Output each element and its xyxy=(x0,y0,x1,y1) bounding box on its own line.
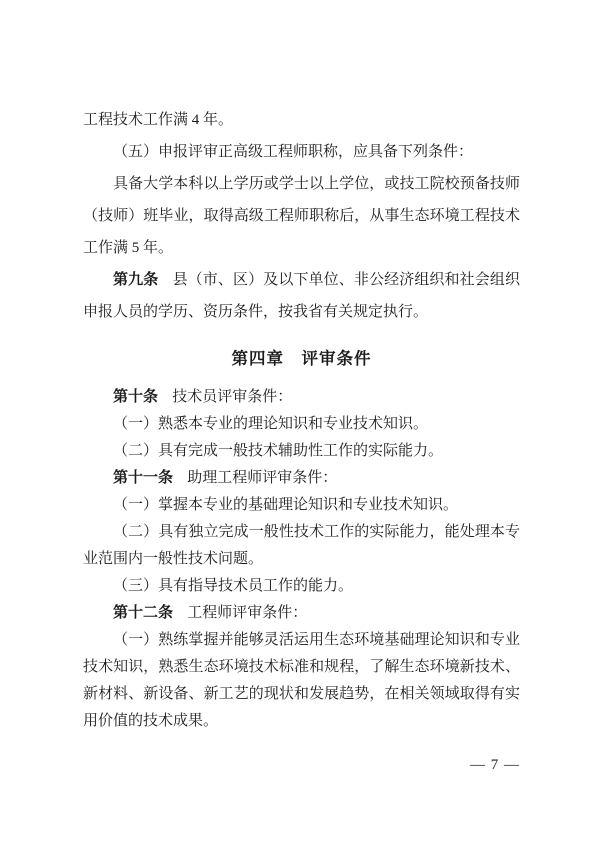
para-article-12 xyxy=(83,600,520,627)
chapter-heading: 第四章 评审条件 xyxy=(231,349,372,368)
para-article-11-item-3: （三）具有指导技术员工作的能力。 xyxy=(113,578,354,594)
article-9-number: 第九条 xyxy=(113,272,159,288)
para-article-10-item-2: （二）具有完成一般技术辅助性工作的实际能力。 xyxy=(113,443,444,459)
para-clause-5-detail: 具备大学本科以上学历或学士以上学位，或技工院校预备技师（技师）班毕业，取得高级工程师职称后，从事生态环境工程技术工作满 5 年。 xyxy=(83,176,520,256)
article-11-number: 第十一条 xyxy=(113,470,174,486)
para-article-9 xyxy=(83,264,520,328)
para-article-11-item-2: （二）具有独立完成一般性技术工作的实际能力，能处理本专业范围内一般性技术问题。 xyxy=(83,524,520,567)
para-clause-5: （五）申报评审正高级工程师职称，应具备下列条件： xyxy=(113,144,474,160)
article-11-text: 助理工程师评审条件： xyxy=(187,470,338,486)
para-article-11-item-1: （一）掌握本专业的基础理论知识和专业技术知识。 xyxy=(113,497,459,513)
section-before-chapter xyxy=(83,104,520,328)
article-10-text: 技术员评审条件： xyxy=(172,389,293,405)
article-10-number: 第十条 xyxy=(113,389,159,405)
para-article-12-item-1: （一）熟练掌握并能够灵活运用生态环境基础理论知识和专业技术知识，熟悉生态环境技术标准和规程，了解生态环境新技术、新材料、新设备、新工艺的现状和发展趋势，在相关领域取得有实用价值的技术成果。 xyxy=(83,632,520,729)
para-article-10-item-1: （一）熟悉本专业的理论知识和专业技术知识。 xyxy=(113,416,429,432)
para-continuation: 工程技术工作满 4 年。 xyxy=(83,112,234,128)
para-article-10 xyxy=(83,384,520,411)
article-9-text: 县（市、区）及以下单位、非公经济组织和社会组织申报人员的学历、资历条件，按我省有关规定执行。 xyxy=(83,272,520,320)
page-number: — 7 — xyxy=(470,757,520,773)
article-12-number: 第十二条 xyxy=(113,605,174,621)
section-evaluation-conditions xyxy=(83,384,520,735)
article-12-text: 工程师评审条件： xyxy=(187,605,308,621)
para-article-11 xyxy=(83,465,520,492)
